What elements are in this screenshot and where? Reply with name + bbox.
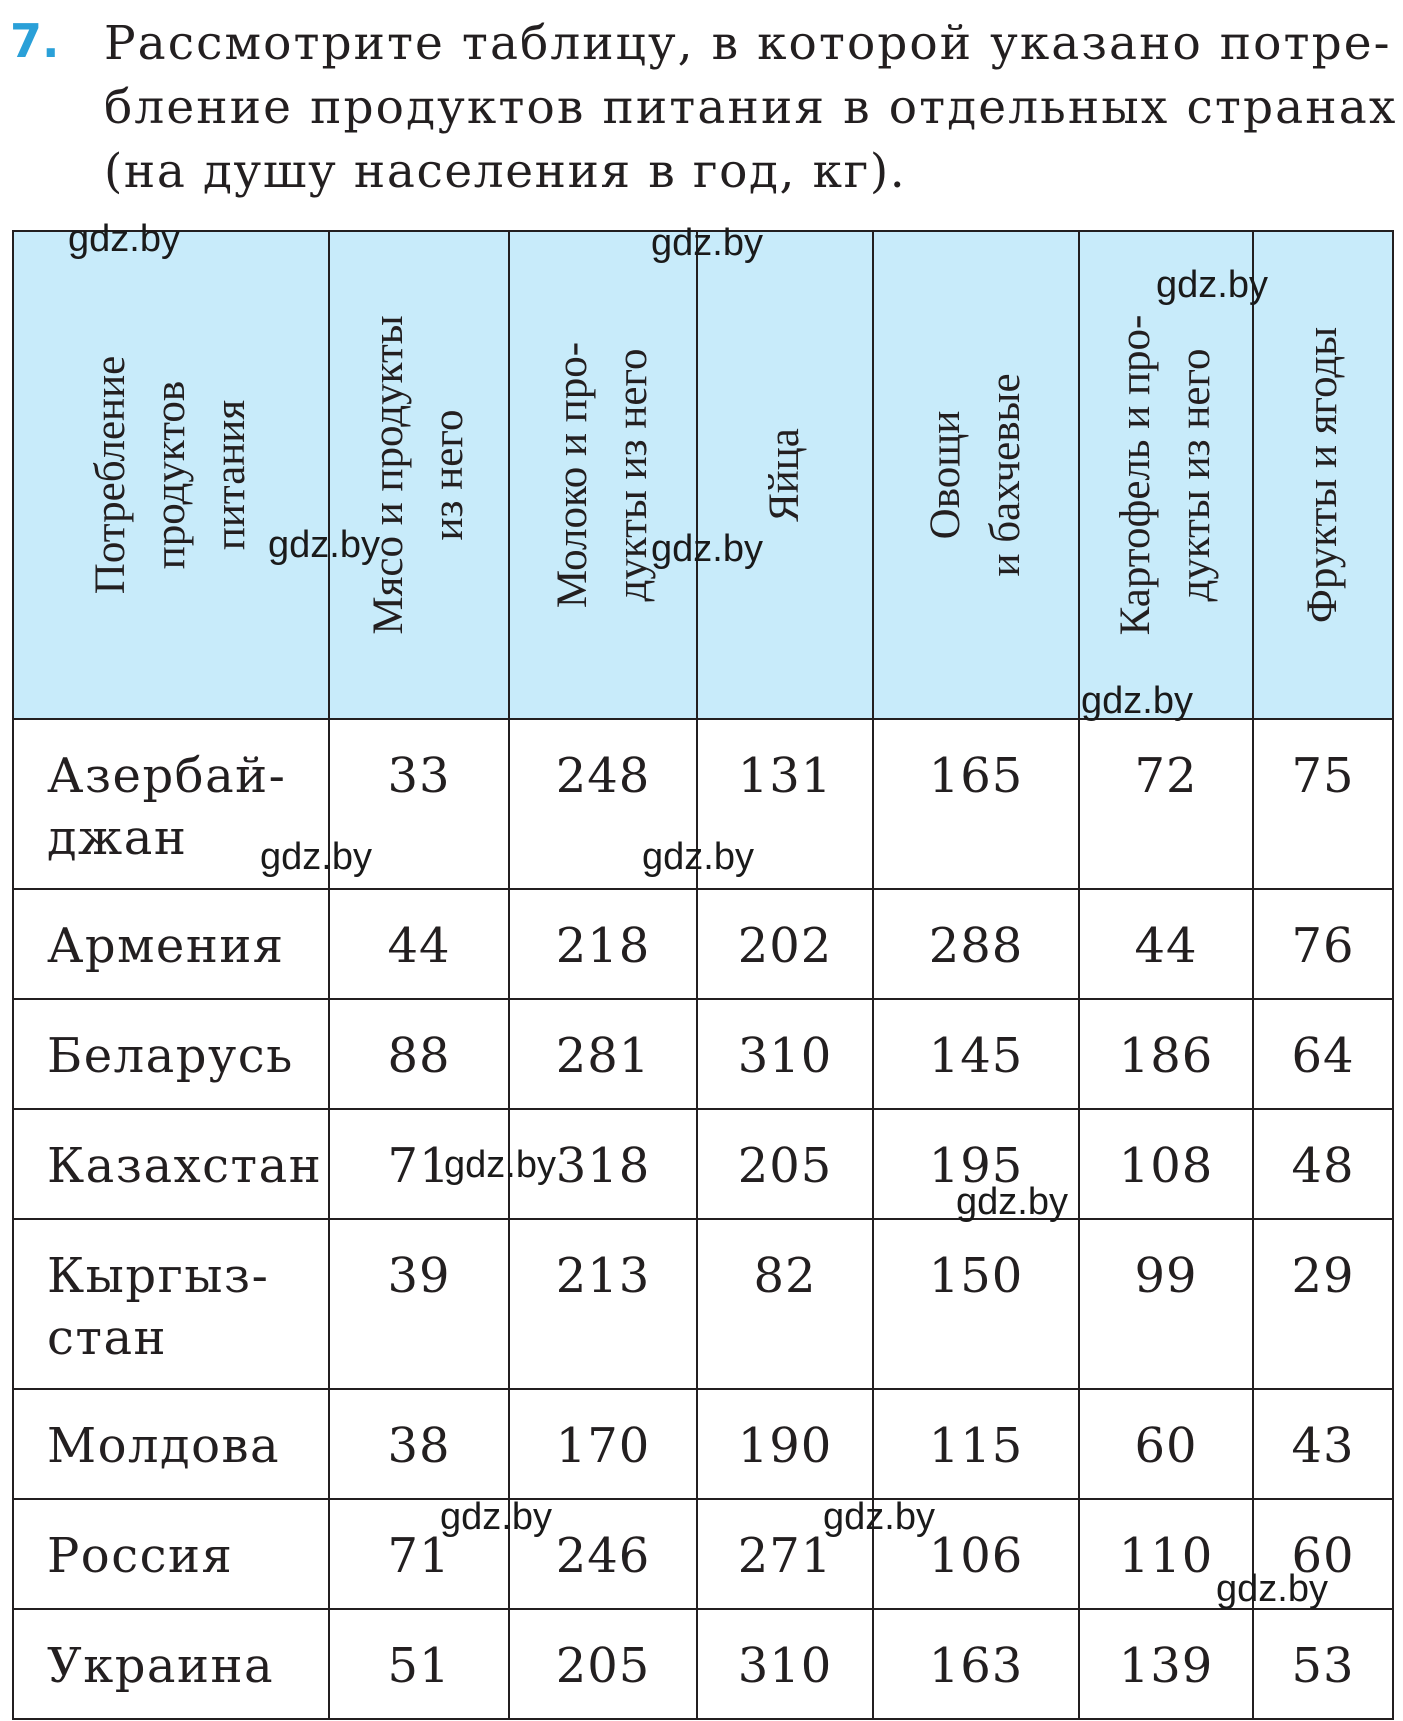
- value-cell: [697, 1219, 873, 1389]
- watermark: gdz.by: [642, 836, 754, 878]
- value-cell: [509, 1219, 697, 1389]
- potatoes-value: 72: [1134, 748, 1198, 804]
- value-cell: [873, 999, 1079, 1109]
- country-cell: [13, 1499, 329, 1609]
- value-cell: [873, 1219, 1079, 1389]
- vegetables-value: 106: [928, 1528, 1024, 1584]
- header-line: дукты из него: [1172, 348, 1219, 602]
- meat-value: 39: [387, 1248, 451, 1304]
- table-row: [13, 1219, 1393, 1389]
- meat-value: 33: [387, 748, 451, 804]
- table-row: [13, 1499, 1393, 1609]
- country-name: Россия: [47, 1528, 234, 1584]
- value-cell: [509, 999, 697, 1109]
- milk-value: 318: [555, 1138, 651, 1194]
- consumption-table: [12, 230, 1394, 1720]
- vegetables-value: 115: [928, 1418, 1024, 1474]
- eggs-value: 202: [737, 918, 833, 974]
- value-cell: [329, 889, 509, 999]
- task-text-line: (на душу населения в год, кг).: [104, 144, 907, 199]
- header-line: Овощи: [922, 410, 969, 540]
- country-cell: [13, 1609, 329, 1719]
- fruits-value: 53: [1291, 1638, 1355, 1694]
- meat-value: 44: [387, 918, 451, 974]
- header-line: Мясо и продукты: [365, 315, 412, 635]
- milk-value: 213: [555, 1248, 651, 1304]
- fruits-value: 60: [1291, 1528, 1355, 1584]
- potatoes-value: 139: [1118, 1638, 1214, 1694]
- watermark: gdz.by: [68, 218, 180, 260]
- fruits-value: 64: [1291, 1028, 1355, 1084]
- header-line: Яйца: [761, 428, 808, 522]
- fruits-value: 29: [1291, 1248, 1355, 1304]
- meat-value: 71: [387, 1528, 451, 1584]
- header-line: Фрукты и ягоды: [1299, 326, 1346, 624]
- value-cell: [873, 1609, 1079, 1719]
- table-row: [13, 1109, 1393, 1219]
- watermark: gdz.by: [1156, 264, 1268, 306]
- country-cell: [13, 1219, 329, 1389]
- header-cell-eggs: [697, 231, 873, 719]
- task-text-line: Рассмотрите таблицу, в которой указано потре-: [104, 16, 1392, 71]
- value-cell: [697, 999, 873, 1109]
- potatoes-value: 108: [1118, 1138, 1214, 1194]
- value-cell: [873, 889, 1079, 999]
- header-line: питания: [207, 399, 254, 551]
- milk-value: 218: [555, 918, 651, 974]
- value-cell: [509, 889, 697, 999]
- value-cell: [1253, 719, 1393, 889]
- value-cell: [697, 1109, 873, 1219]
- table-row: [13, 999, 1393, 1109]
- table-row: [13, 889, 1393, 999]
- meat-value: 51: [387, 1638, 451, 1694]
- vegetables-value: 163: [928, 1638, 1024, 1694]
- value-cell: [1079, 889, 1253, 999]
- country-name: Молдова: [47, 1418, 281, 1474]
- eggs-value: 271: [737, 1528, 833, 1584]
- header-cell-meat: [329, 231, 509, 719]
- value-cell: [1079, 719, 1253, 889]
- value-cell: [1253, 1109, 1393, 1219]
- potatoes-value: 186: [1118, 1028, 1214, 1084]
- header-line: Потребление: [87, 355, 134, 595]
- watermark: gdz.by: [823, 1496, 935, 1538]
- value-cell: [329, 1609, 509, 1719]
- table-row: [13, 1609, 1393, 1719]
- value-cell: [1253, 1389, 1393, 1499]
- country-name: Армения: [47, 918, 285, 974]
- header-line: Молоко и про-: [549, 341, 596, 609]
- value-cell: [1079, 1219, 1253, 1389]
- value-cell: [1079, 1109, 1253, 1219]
- meat-value: 38: [387, 1418, 451, 1474]
- header-cell-vegetables: [873, 231, 1079, 719]
- task-text-line: бление продуктов питания в отдельных странах: [104, 80, 1398, 135]
- country-cell: [13, 1109, 329, 1219]
- value-cell: [873, 719, 1079, 889]
- vegetables-value: 150: [928, 1248, 1024, 1304]
- country-cell: [13, 1389, 329, 1499]
- country-cell: [13, 999, 329, 1109]
- value-cell: [509, 1609, 697, 1719]
- watermark: gdz.by: [651, 528, 763, 570]
- vegetables-value: 145: [928, 1028, 1024, 1084]
- watermark: gdz.by: [1081, 680, 1193, 722]
- vegetables-value: 165: [928, 748, 1024, 804]
- value-cell: [1079, 1609, 1253, 1719]
- value-cell: [1253, 889, 1393, 999]
- value-cell: [1079, 999, 1253, 1109]
- watermark: gdz.by: [444, 1144, 556, 1186]
- fruits-value: 76: [1291, 918, 1355, 974]
- eggs-value: 190: [737, 1418, 833, 1474]
- header-line: и бахчевые: [982, 373, 1029, 577]
- country-name: Кыргыз- стан: [47, 1248, 270, 1366]
- vegetables-value: 195: [928, 1138, 1024, 1194]
- milk-value: 205: [555, 1638, 651, 1694]
- country-name: Азербай- джан: [47, 748, 287, 866]
- table-row: [13, 1389, 1393, 1499]
- watermark: gdz.by: [956, 1181, 1068, 1223]
- watermark: gdz.by: [260, 836, 372, 878]
- potatoes-value: 60: [1134, 1418, 1198, 1474]
- value-cell: [697, 1389, 873, 1499]
- country-name: Казахстан: [47, 1138, 323, 1194]
- watermark: gdz.by: [268, 524, 380, 566]
- fruits-value: 48: [1291, 1138, 1355, 1194]
- value-cell: [873, 1389, 1079, 1499]
- value-cell: [329, 1219, 509, 1389]
- value-cell: [1253, 1609, 1393, 1719]
- value-cell: [329, 1389, 509, 1499]
- country-name: Беларусь: [47, 1028, 294, 1084]
- header-line: дукты из него: [609, 348, 656, 602]
- milk-value: 248: [555, 748, 651, 804]
- value-cell: [329, 999, 509, 1109]
- meat-value: 71: [387, 1138, 451, 1194]
- eggs-value: 82: [753, 1248, 817, 1304]
- value-cell: [1079, 1389, 1253, 1499]
- header-line: из него: [425, 409, 472, 541]
- watermark: gdz.by: [651, 222, 763, 264]
- watermark: gdz.by: [1216, 1568, 1328, 1610]
- watermark: gdz.by: [440, 1496, 552, 1538]
- header-cell-fruits: [1253, 231, 1393, 719]
- value-cell: [697, 1609, 873, 1719]
- eggs-value: 205: [737, 1138, 833, 1194]
- eggs-value: 310: [737, 1028, 833, 1084]
- milk-value: 170: [555, 1418, 651, 1474]
- country-cell: [13, 889, 329, 999]
- header-cell-milk: [509, 231, 697, 719]
- country-name: Украина: [47, 1638, 275, 1694]
- value-cell: [1253, 1219, 1393, 1389]
- potatoes-value: 44: [1134, 918, 1198, 974]
- potatoes-value: 99: [1134, 1248, 1198, 1304]
- milk-value: 281: [555, 1028, 651, 1084]
- header-cell-consumption: [13, 231, 329, 719]
- value-cell: [1253, 999, 1393, 1109]
- fruits-value: 43: [1291, 1418, 1355, 1474]
- potatoes-value: 110: [1118, 1528, 1214, 1584]
- header-line: продуктов: [147, 380, 194, 570]
- fruits-value: 75: [1291, 748, 1355, 804]
- meat-value: 88: [387, 1028, 451, 1084]
- eggs-value: 310: [737, 1638, 833, 1694]
- vegetables-value: 288: [928, 918, 1024, 974]
- value-cell: [509, 1389, 697, 1499]
- task-number: 7.: [10, 14, 60, 68]
- value-cell: [697, 889, 873, 999]
- eggs-value: 131: [737, 748, 833, 804]
- milk-value: 246: [555, 1528, 651, 1584]
- header-line: Картофель и про-: [1112, 314, 1159, 636]
